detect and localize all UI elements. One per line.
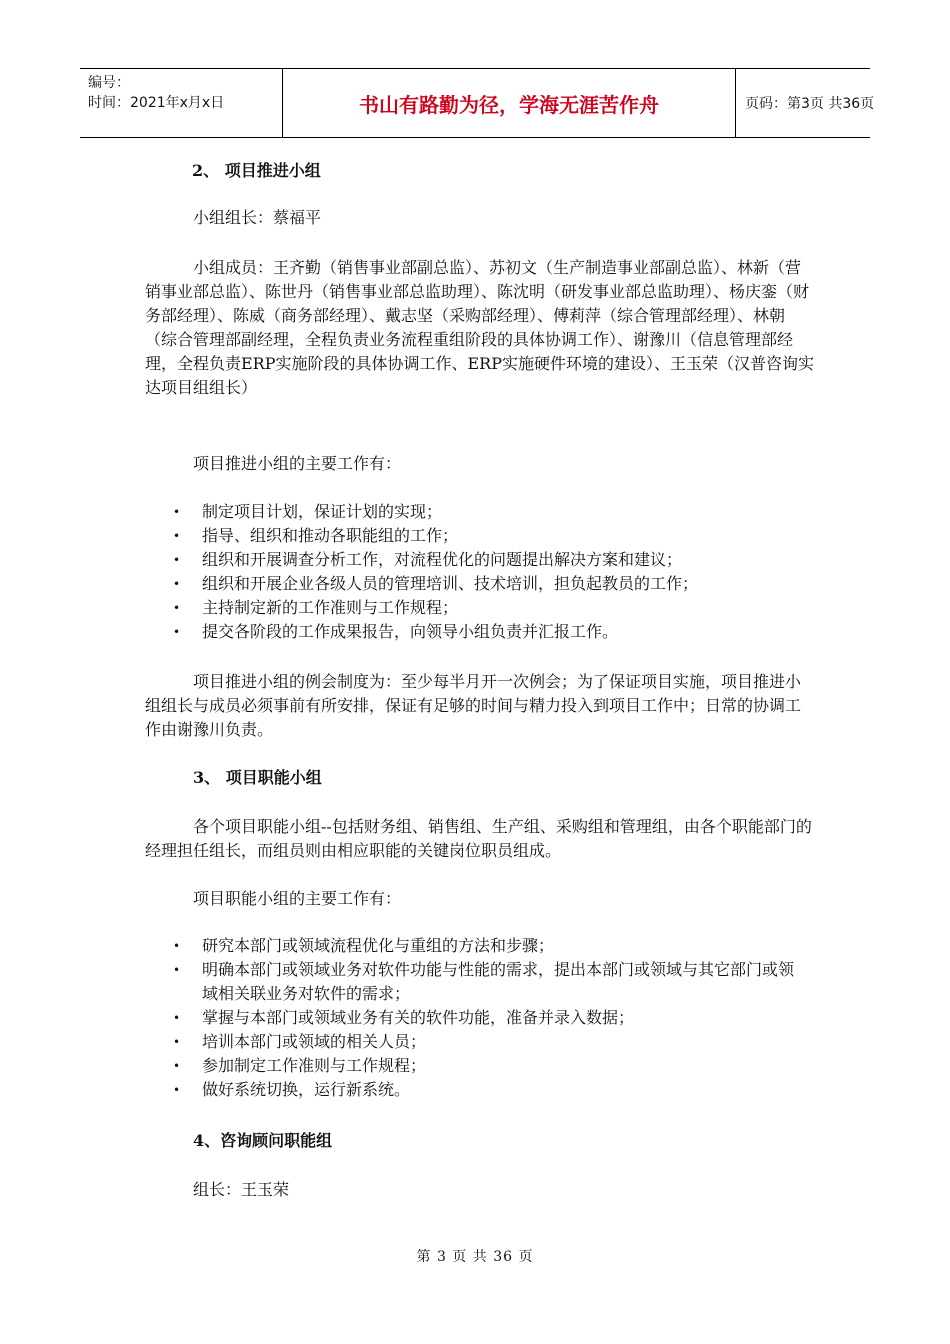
- section-4-leader: 组长：王玉荣: [193, 1180, 290, 1199]
- list-item: • 培训本部门或领域的相关人员；: [145, 1030, 785, 1054]
- list-item: • 主持制定新的工作准则与工作规程；: [145, 596, 785, 620]
- section-2-leader: 小组组长：蔡福平: [193, 208, 322, 227]
- header-motto: 书山有路勤为径，学海无涯苦作舟: [282, 69, 736, 137]
- list-item: • 制定项目计划，保证计划的实现；: [145, 500, 785, 524]
- list-item: • 参加制定工作准则与工作规程；: [145, 1054, 785, 1078]
- header-page-label: 页码：第3页 共36页: [745, 96, 875, 112]
- section-4-heading: 4、咨询顾问职能组: [193, 1131, 333, 1150]
- header-table: [80, 68, 875, 138]
- section-2-meeting: 项目推进小组的例会制度为：至少每半月开一次例会；为了保证项目实施，项目推进小组组长与成员必须事前有所安排，保证有足够的时间与精力投入到项目工作中；日常的协调工作由谢豫川负责。: [145, 672, 802, 739]
- list-item: • 提交各阶段的工作成果报告，向领导小组负责并汇报工作。: [145, 620, 785, 644]
- list-item: • 研究本部门或领域流程优化与重组的方法和步骤；: [145, 934, 785, 958]
- section-2-work-list: [145, 500, 785, 644]
- list-item: • 指导、组织和推动各职能组的工作；: [145, 524, 785, 548]
- list-item: • 掌握与本部门或领域业务有关的软件功能，准备并录入数据；: [145, 1006, 785, 1030]
- list-item: • 组织和开展调查分析工作，对流程优化的问题提出解决方案和建议；: [145, 548, 785, 572]
- section-3-heading: 3、 项目职能小组: [193, 768, 322, 787]
- section-3-work-intro: 项目职能小组的主要工作有：: [193, 889, 402, 908]
- header-meta: [80, 69, 282, 137]
- list-item: • 做好系统切换，运行新系统。: [145, 1078, 785, 1102]
- section-2-work-intro: 项目推进小组的主要工作有：: [193, 454, 402, 473]
- number-label: 编号：: [88, 75, 130, 91]
- page-footer: 第 3 页 共 36 页: [416, 1249, 534, 1265]
- section-2-heading: 2、 项目推进小组: [192, 161, 321, 180]
- section-2-members: 小组成员：王齐勤（销售事业部副总监）、苏初文（生产制造事业部副总监）、林新（营销事业部总监）、陈世丹（销售事业部总监助理）、陈沈明（研发事业部总监助理）、杨庆銮（财务部经理）、陈威（商务部经理）、戴志坚（采购部经理）、傅莉萍（综合管理部经理）、林朝（综合管理部副经理，全程负责业务流程重组阶段的具体协调工作）、谢豫川（信息管理部经理，全程负责ERP实施阶段的具体协调工作、ERP实施硬件环境的建设）、王玉荣（汉普咨询实达项目组组长）: [145, 258, 814, 397]
- section-3-description: 各个项目职能小组--包括财务组、销售组、生产组、采购组和管理组，由各个职能部门的经理担任组长，而组员则由相应职能的关键岗位职员组成。: [145, 817, 812, 860]
- list-item: • 组织和开展企业各级人员的管理培训、技术培训，担负起教员的工作；: [145, 572, 785, 596]
- list-item: • 明确本部门或领域业务对软件功能与性能的需求，提出本部门或领域与其它部门或领域相关联业务对软件的需求；: [145, 958, 797, 1006]
- time-label: 时间：2021年x月x日: [88, 95, 225, 111]
- section-3-work-list: [145, 934, 795, 1102]
